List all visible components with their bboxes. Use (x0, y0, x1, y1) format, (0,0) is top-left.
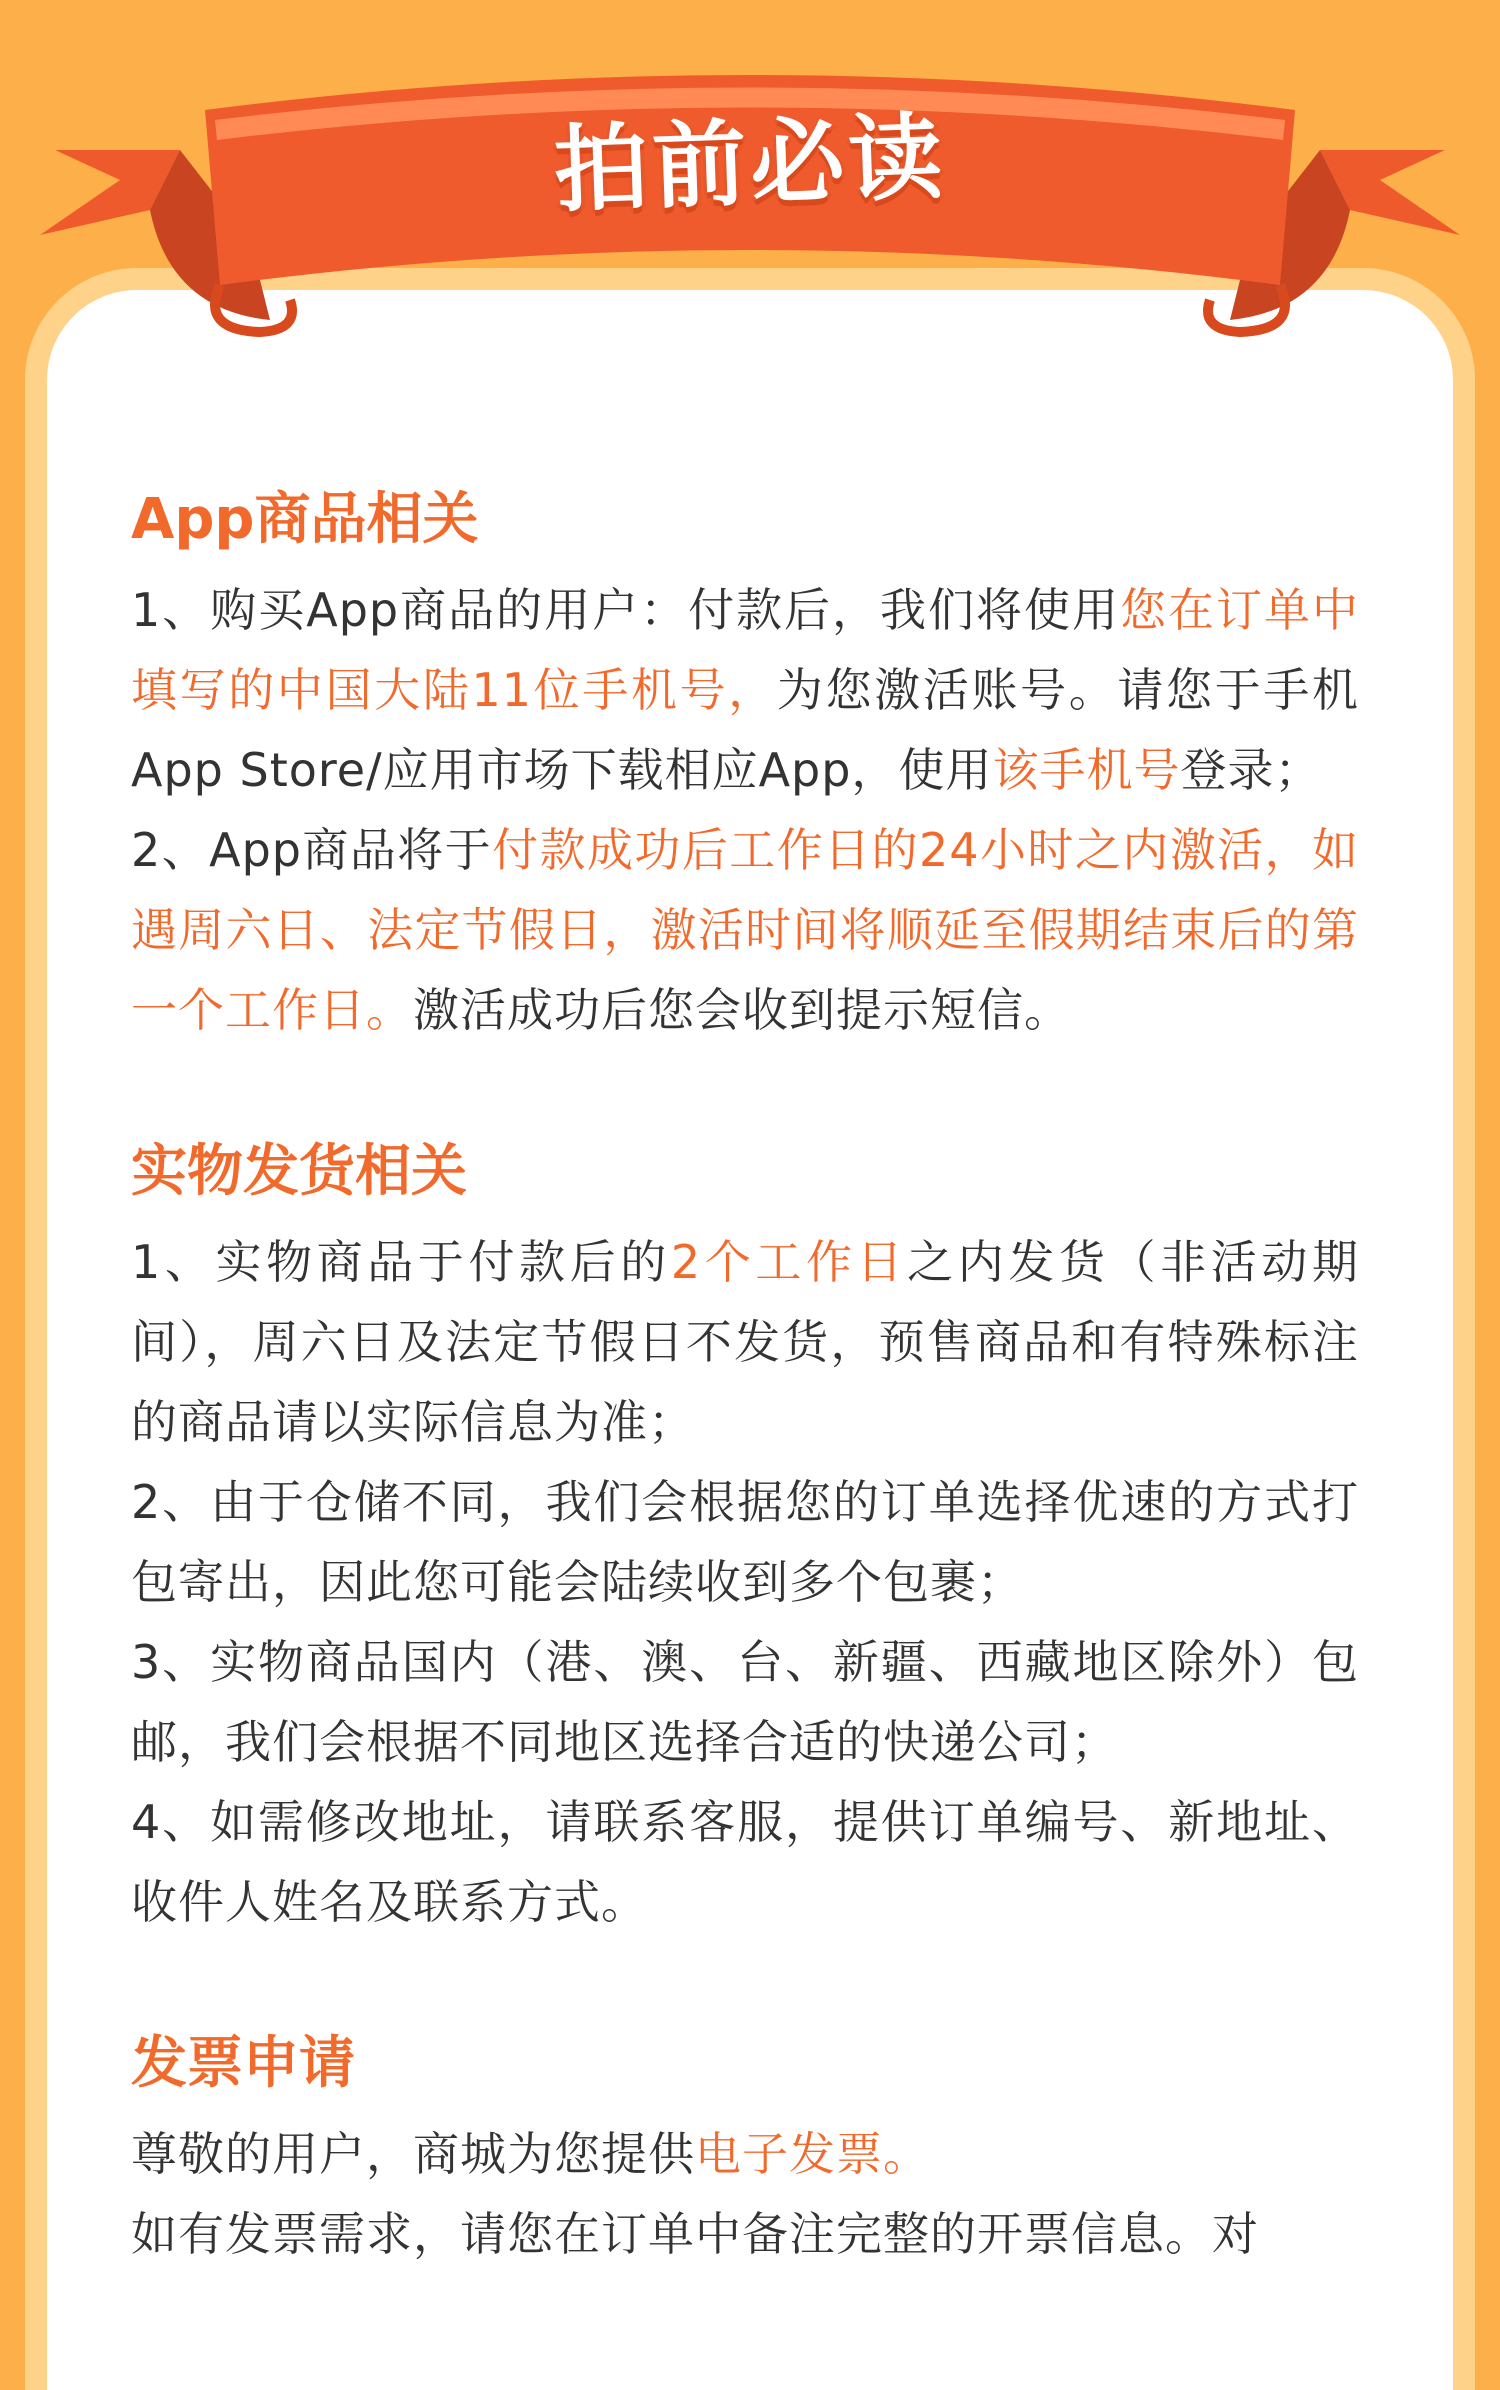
paragraph (131, 1222, 1359, 1462)
body-text: 1、实物商品于付款后的 (131, 1235, 671, 1289)
paragraph (131, 2194, 1359, 2274)
body-text: 3、实物商品国内（港、澳、台、新疆、西藏地区除外）包邮，我们会根据不同地区选择合适的快递公司； (131, 1635, 1359, 1769)
notice-content (131, 478, 1359, 2354)
body-text: 4、如需修改地址，请联系客服，提供订单编号、新地址、收件人姓名及联系方式。 (131, 1795, 1359, 1929)
paragraph (131, 810, 1359, 1050)
section-app-products (131, 478, 1359, 1050)
section-title: 实物发货相关 (131, 1139, 467, 1204)
highlight-text: 您在订单中填写的中国大陆11位手机号， (131, 583, 1359, 717)
paragraph (131, 2114, 1359, 2194)
section-shipping (131, 1130, 1359, 1942)
highlight-text: 电子发票。 (695, 2127, 930, 2181)
highlight-text: 付款成功后工作日的24小时之内激活，如遇周六日、法定节假日，激活时间将顺延至假期结束后的第一个工作日。 (131, 823, 1359, 1037)
paragraph (131, 1782, 1359, 1942)
paragraph (131, 570, 1359, 810)
paragraph (131, 1622, 1359, 1782)
body-text: 2、由于仓储不同，我们会根据您的订单选择优速的方式打包寄出，因此您可能会陆续收到多个包裹； (131, 1475, 1359, 1609)
section-title: App商品相关 (131, 487, 479, 552)
body-text: 登录； (1180, 743, 1322, 797)
body-text: 2、App商品将于 (131, 823, 493, 877)
section-invoice (131, 2022, 1359, 2274)
highlight-text: 2个工作日 (670, 1235, 908, 1289)
body-text: 为您激活账号。请您于手机App Store/应用市场下载相应App，使用 (131, 663, 1359, 797)
body-text: 如有发票需求，请您在订单中备注完整的开票信息。对 (131, 2207, 1259, 2261)
body-text: 尊敬的用户，商城为您提供 (131, 2127, 695, 2181)
body-text: 1、购买App商品的用户：付款后，我们将使用 (131, 583, 1121, 637)
body-text: 之内发货（非活动期间），周六日及法定节假日不发货，预售商品和有特殊标注的商品请以实际信息为准； (131, 1235, 1359, 1449)
highlight-text: 该手机号 (992, 743, 1181, 797)
body-text: 激活成功后您会收到提示短信。 (413, 983, 1071, 1037)
section-title: 发票申请 (131, 2031, 355, 2096)
banner-title: 拍前必读 (552, 103, 949, 226)
paragraph (131, 1462, 1359, 1622)
